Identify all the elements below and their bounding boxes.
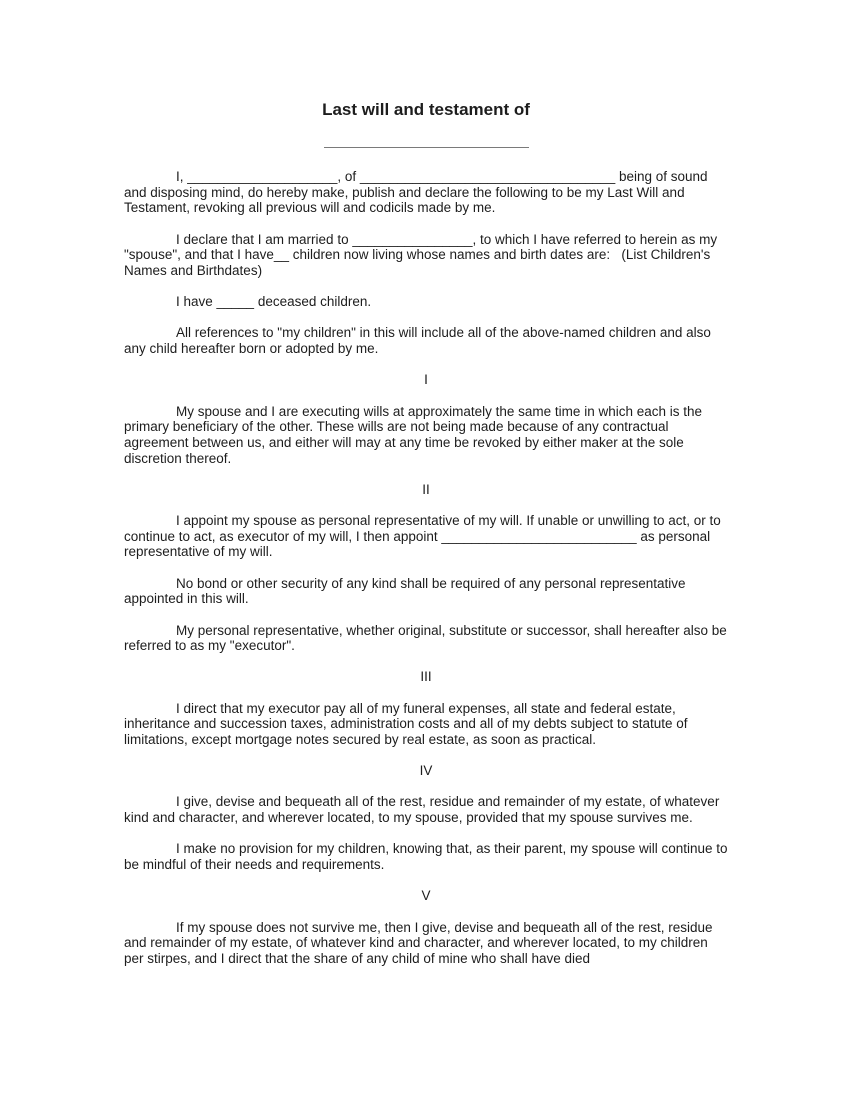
- paragraph-no-provision-children: I make no provision for my children, knowing that, as their parent, my spouse will continue to be mindful of their needs and requirements.: [124, 841, 732, 873]
- paragraph-executor-definition: My personal representative, whether original, substitute or successor, shall hereafter also be referred to as my "executor".: [124, 622, 731, 654]
- paragraph-declaration: I, ____________________, of __________________________________ being of sound and disposing mind, do hereby make, publish and declare the following to be my Last Will and Testament, revoking all previous will and codicils made by me.: [124, 169, 712, 216]
- section-heading-4: IV: [419, 763, 433, 779]
- section-heading-1: I: [424, 372, 428, 388]
- paragraph-no-bond: No bond or other security of any kind shall be required of any personal representative appointed in this will.: [124, 575, 690, 607]
- paragraph-debts-expenses: I direct that my executor pay all of my funeral expenses, all state and federal estate, inheritance and succession taxes, administration costs and all of my debts subject to statute of limitations, except mortgage notes secured by real estate, as soon as practical.: [124, 700, 692, 748]
- paragraph-deceased-children: I have _____ deceased children.: [176, 294, 372, 310]
- paragraph-children-references: All references to "my children" in this will include all of the above-named children and also any child hereafter born or adopted by me.: [124, 325, 715, 357]
- testator-name-blank-line: [324, 147, 529, 148]
- section-heading-2: II: [422, 481, 430, 497]
- paragraph-spouse-not-survive: If my spouse does not survive me, then I give, devise and bequeath all of the rest, residue and remainder of my estate, of whatever kind and character, and wherever located, to my children per stirpes, and I direct that the share of any child of mine who shall have died: [124, 919, 717, 966]
- paragraph-bequest-to-spouse: I give, devise and bequeath all of the rest, residue and remainder of my estate, of whatever kind and character, and wherever located, to my spouse, provided that my spouse survives me.: [124, 794, 724, 826]
- page-title: Last will and testament of: [322, 100, 530, 119]
- section-heading-5: V: [421, 888, 431, 904]
- paragraph-personal-representative: I appoint my spouse as personal representative of my will. If unable or unwilling to act, or to continue to act, as executor of my will, I then appoint __________________________ as personal representative of my will.: [124, 513, 725, 560]
- section-heading-3: III: [420, 669, 432, 685]
- paragraph-mutual-wills: My spouse and I are executing wills at approximately the same time in which each is the primary beneficiary of the other. These wills are not being made because of any contractual agreement between us, and either will may at any time be revoked by either maker at the sole discretion thereof.: [124, 403, 706, 466]
- paragraph-marriage: I declare that I am married to ________________, to which I have referred to herein as my "spouse", and that I have__ children now living whose names and birth dates are: (List Children's Names and Birthdates): [124, 231, 721, 279]
